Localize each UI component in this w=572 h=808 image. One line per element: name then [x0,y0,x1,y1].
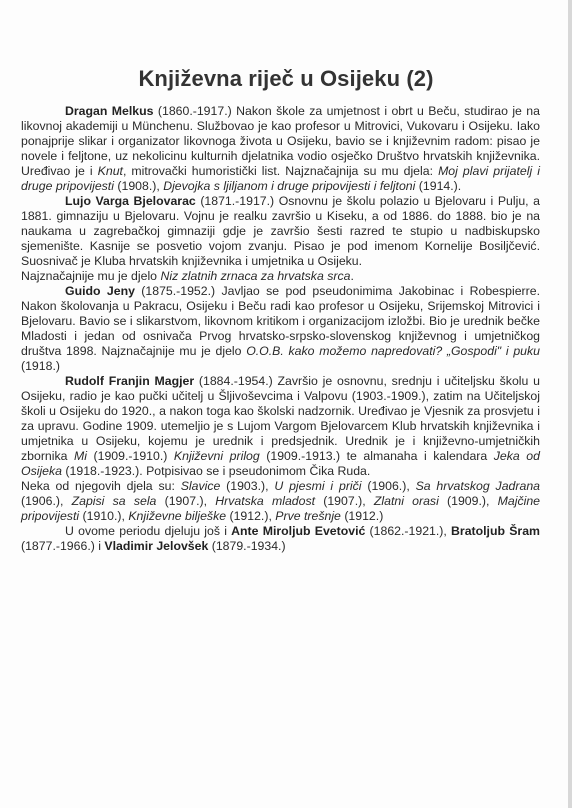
author-name: Bratoljub Šram [451,524,540,538]
author-name: Lujo Varga Bjelovarac [65,194,196,208]
author-name: Guido Jeny [65,284,135,298]
author-name: Vladimir Jelovšek [104,539,209,553]
author-name: Dragan Melkus [65,104,154,118]
paragraph-magjer: Rudolf Franjin Magjer (1884.-1954.) Završio je osnovnu, srednju i učiteljsku školu u Osijeku, radio je kao pučki učitelj u Šljivoševcima i Valpovu (1903.-1909.), zatim na Učiteljskoj školi u Osijeku do 1920., a nakon toga kao školski nadzornik. Uređivao je Vjesnik za prosvjetu i za upravu. Godine 1909. utemeljio je s Lujom Vargom Bjelovarcem Klub hrvatskih književnika i umjetnika u Osijeku, kojemu je urednik i predsjednik. Urednik je i književno-umjetničkih zbornika Mi (1909.-1910.) Književni prilog (1909.-1913.) te almanaha i kalendara Jeka od Osijeka (1918.-1923.). Potpisivao se i pseudonimom Čika Ruda. [21,374,540,478]
paragraph-closing: U ovome periodu djeluju još i Ante Miroljub Evetović (1862.-1921.), Bratoljub Šram (1877.-1966.) i Vladimir Jelovšek (1879.-1934.) [21,524,540,553]
paragraph-jeny: Guido Jeny (1875.-1952.) Javljao se pod pseudonimima Jakobinac i Robespierre. Nakon školovanja u Pakracu, Osijeku i Beču radi kao profesor u Osijeku, Srijemskoj Mitrovici i Bjelovaru. Bavio se i slikarstvom, likovnom kritikom i organizacijom izložbi. Bio je urednik bečke Mladosti i jedan od osnivača Prvog hrvatsko-srpsko-slovenskog književnog i umjetničkog društva 1898. Najznačajnije mu je djelo O.O.B. kako možemo napredovati? „Gospodi" i puku (1918.) [21,284,540,373]
author-name: Ante Miroljub Evetović [231,524,366,538]
article-body [21,104,540,554]
page-edge-shadow [568,0,572,808]
paragraph-magjer-works: Neka od njegovih djela su: Slavice (1903.), U pjesmi i priči (1906.), Sa hrvatskog Jadrana (1906.), Zapisi sa sela (1907.), Hrvatska mladost (1907.), Zlatni orasi (1909.), Majčine pripovijesti (1910.), Književne bilješke (1912.), Prve trešnje (1912.) [21,479,541,523]
page-title: Književna riječ u Osijeku (2) [138,66,434,91]
paragraph-melkus: Dragan Melkus (1860.-1917.) Nakon škole za umjetnost i obrt u Beču, studirao je na likovnoj akademiji u Münchenu. Službovao je kao profesor u Mitrovici, Vukovaru i Osijeku. Iako ponajprije slikar i organizator likovnoga života u Osijeku, bavio se i književnim radom: pisao je novele i feljtone, uz nekolicinu kulturnih djelatnika vodio osječko Društvo hrvatskih književnika. Uređivao je i Knut, mitrovački humoristički list. Najznačajnija su mu djela: Moj plavi prijatelj i druge pripovijesti (1908.), Djevojka s ljiljanom i druge pripovijesti i feljtoni (1914.). [21,104,540,193]
paragraph-varga: Lujo Varga Bjelovarac (1871.-1917.) Osnovnu je školu polazio u Bjelovaru i Pulju, a 1881. gimnaziju u Bjelovaru. Vojnu je realku završio u Kiseku, a od 1886. do 1888. bio je na naukama u zagrebačkoj gimnaziji gdje je završio šesti razred te stupio u nadbiskupsko sjemenište. Kasnije se posvetio vojom zvanju. Pisao je pod imenom Kornelije Bosiljčević. Suosnivač je Kluba hrvatskih književnika i umjetnika u Osijeku. [21,194,540,268]
author-name: Rudolf Franjin Magjer [65,374,195,388]
paragraph-varga-work: Najznačajnije mu je djelo Niz zlatnih zrnaca za hrvatska srca. [21,269,354,283]
